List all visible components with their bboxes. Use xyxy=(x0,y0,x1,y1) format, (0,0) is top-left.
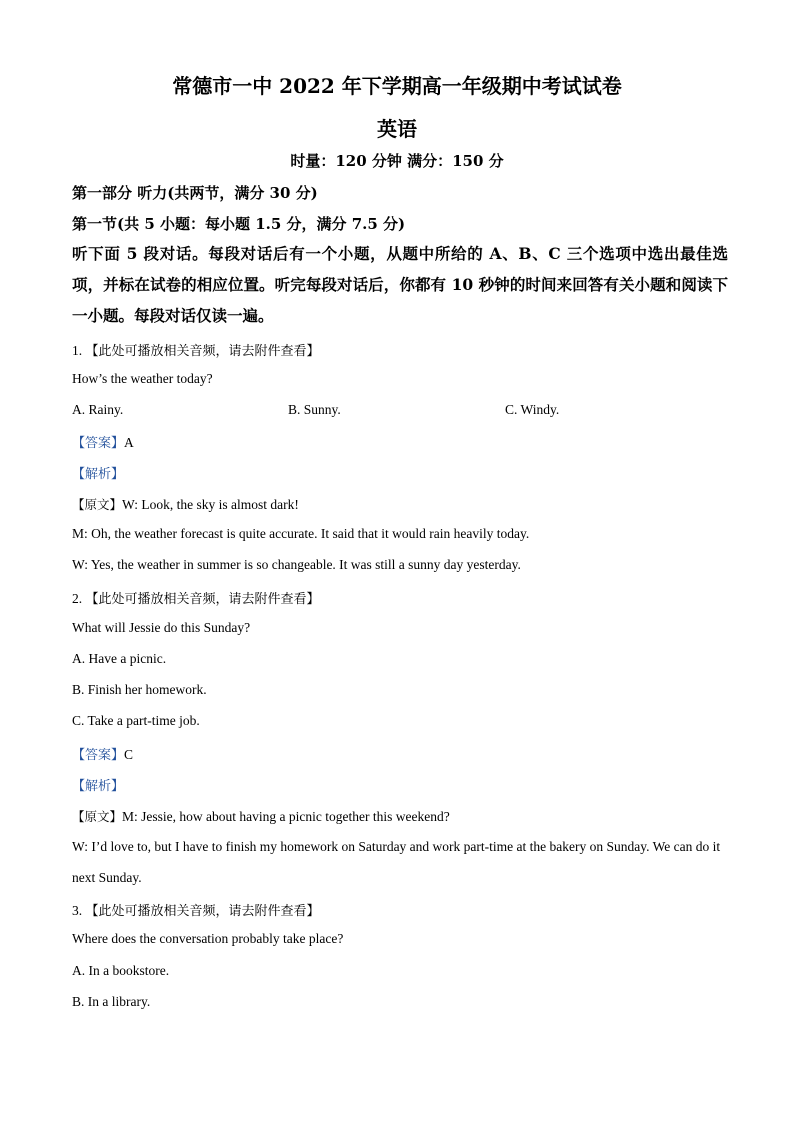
exam-title: 常德市一中 2022 年下学期高一年级期中考试试卷 xyxy=(172,74,622,98)
question-header xyxy=(72,340,320,359)
option-b: B. In a library. xyxy=(72,994,151,1009)
subject-title: 英语 xyxy=(377,117,417,141)
question-text: How’s the weather today? xyxy=(72,371,213,386)
section-heading: 第一节(共 5 小题：每小题 1.5 分，满分 7.5 分) xyxy=(72,215,406,233)
answer-label: 【答案】 xyxy=(72,748,125,763)
question-text: Where does the conversation probably take place? xyxy=(72,931,344,946)
audio-placeholder[interactable]: 【此处可播放相关音频，请去附件查看】 xyxy=(85,592,320,607)
transcript-paragraph: W: I’d love to, but I have to finish my homework on Saturday and work part-time at the bakery on Sunday. We can do it next Sunday. xyxy=(72,839,721,885)
analysis-label: 【解析】 xyxy=(72,467,125,482)
audio-placeholder[interactable]: 【此处可播放相关音频，请去附件查看】 xyxy=(85,344,320,359)
option-a: A. Have a picnic. xyxy=(72,651,167,666)
option-c: C. Windy. xyxy=(505,402,560,417)
transcript-text: M: Jessie, how about having a picnic together this weekend? xyxy=(122,809,450,824)
option-a: A. Rainy. xyxy=(72,402,124,417)
option-a: A. In a bookstore. xyxy=(72,963,170,978)
question-header xyxy=(72,900,320,919)
transcript-line xyxy=(72,495,732,513)
question-header xyxy=(72,588,320,607)
question-number: 3. xyxy=(72,903,83,918)
original-label: 【原文】 xyxy=(72,497,123,512)
instructions: 听下面 5 段对话。每段对话后有一个小题，从题中所给的 A、B、C 三个选项中选出最佳选项，并标在试卷的相应位置。听完每段对话后，你都有 10 秒钟的时间来回答有关小题和阅读下一小题。每段对话仅读一遍。 xyxy=(72,244,728,325)
time-and-score: 时量：120 分钟 满分：150 分 xyxy=(290,152,504,170)
transcript-line: M: Oh, the weather forecast is quite accurate. It said that it would rain heavily today. xyxy=(72,526,530,541)
answer-value: A xyxy=(124,435,134,450)
option-b: B. Sunny. xyxy=(288,402,341,417)
option-c: C. Take a part-time job. xyxy=(72,713,200,728)
transcript-line xyxy=(72,807,732,825)
original-label: 【原文】 xyxy=(72,809,123,824)
answer-label: 【答案】 xyxy=(72,436,125,451)
audio-placeholder[interactable]: 【此处可播放相关音频，请去附件查看】 xyxy=(85,904,320,919)
part-heading: 第一部分 听力(共两节，满分 30 分) xyxy=(72,184,318,202)
transcript-text: W: Look, the sky is almost dark! xyxy=(122,497,299,512)
answer-line xyxy=(72,744,133,763)
answer-line xyxy=(72,432,134,451)
question-number: 2. xyxy=(72,591,83,606)
answer-value: C xyxy=(124,747,134,762)
transcript-line: W: Yes, the weather in summer is so changeable. It was still a sunny day yesterday. xyxy=(72,557,521,572)
option-b: B. Finish her homework. xyxy=(72,682,207,697)
question-number: 1. xyxy=(72,343,83,358)
analysis-label: 【解析】 xyxy=(72,779,125,794)
question-text: What will Jessie do this Sunday? xyxy=(72,620,251,635)
